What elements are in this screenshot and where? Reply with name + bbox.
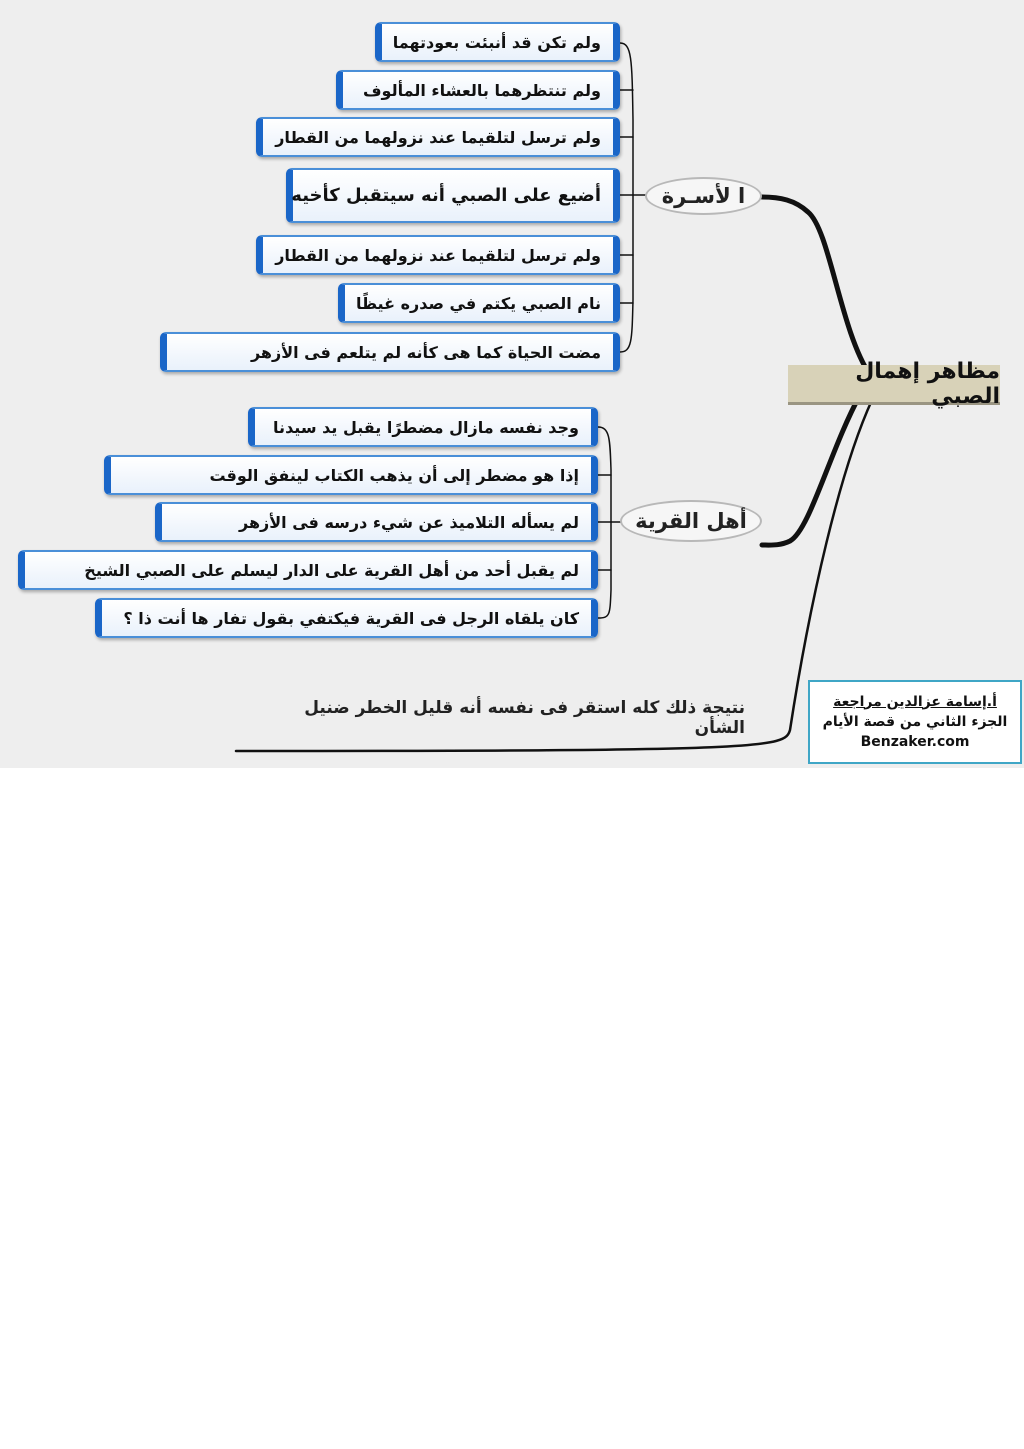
family-item: نام الصبي يكتم في صدره غيظًا <box>338 283 620 323</box>
village-item: وجد نفسه مازال مضطرًا يقبل يد سيدنا <box>248 407 598 447</box>
result-text: نتيجة ذلك كله استقر فى نفسه أنه قليل الخطر ضنيل الشأن <box>304 698 745 738</box>
family-item: ولم ترسل لتلقيما عند نزولهما من القطار <box>256 117 620 157</box>
branch-family: ا لأسـرة <box>645 177 762 215</box>
connector-root-family <box>762 197 870 375</box>
family-item: أضيع على الصبي أنه سيتقبل كأخيه <box>286 168 620 223</box>
root-topic: مظاهر إهمال الصبي <box>788 365 1000 405</box>
branch-village: أهل القرية <box>620 500 762 542</box>
village-item: كان يلقاه الرجل فى القرية فيكتفي بقول تفار ها أنت ذا ؟ <box>95 598 598 638</box>
family-item: مضت الحياة كما هى كأنه لم يتلعم فى الأزهر <box>160 332 620 372</box>
credit-line-3: Benzaker.com <box>860 734 970 751</box>
family-item: ولم تنتظرهما بالعشاء المألوف <box>336 70 620 110</box>
village-item: إذا هو مضطر إلى أن يذهب الكتاب لينفق الوقت <box>104 455 598 495</box>
family-item: ولم تكن قد أنبئت بعودتهما <box>375 22 620 62</box>
credit-line-2: الجزء الثاني من قصة الأيام <box>822 713 1008 730</box>
credit-line-1: أ.إسامة عزالدين مراجعة <box>833 693 997 710</box>
family-item: ولم ترسل لتلقيما عند نزولهما من القطار <box>256 235 620 275</box>
credit-box <box>808 680 1022 764</box>
village-item: لم يقبل أحد من أهل القرية على الدار ليسلم على الصبي الشيخ <box>18 550 598 590</box>
village-item: لم يسأله التلاميذ عن شيء درسه فى الأزهر <box>155 502 598 542</box>
